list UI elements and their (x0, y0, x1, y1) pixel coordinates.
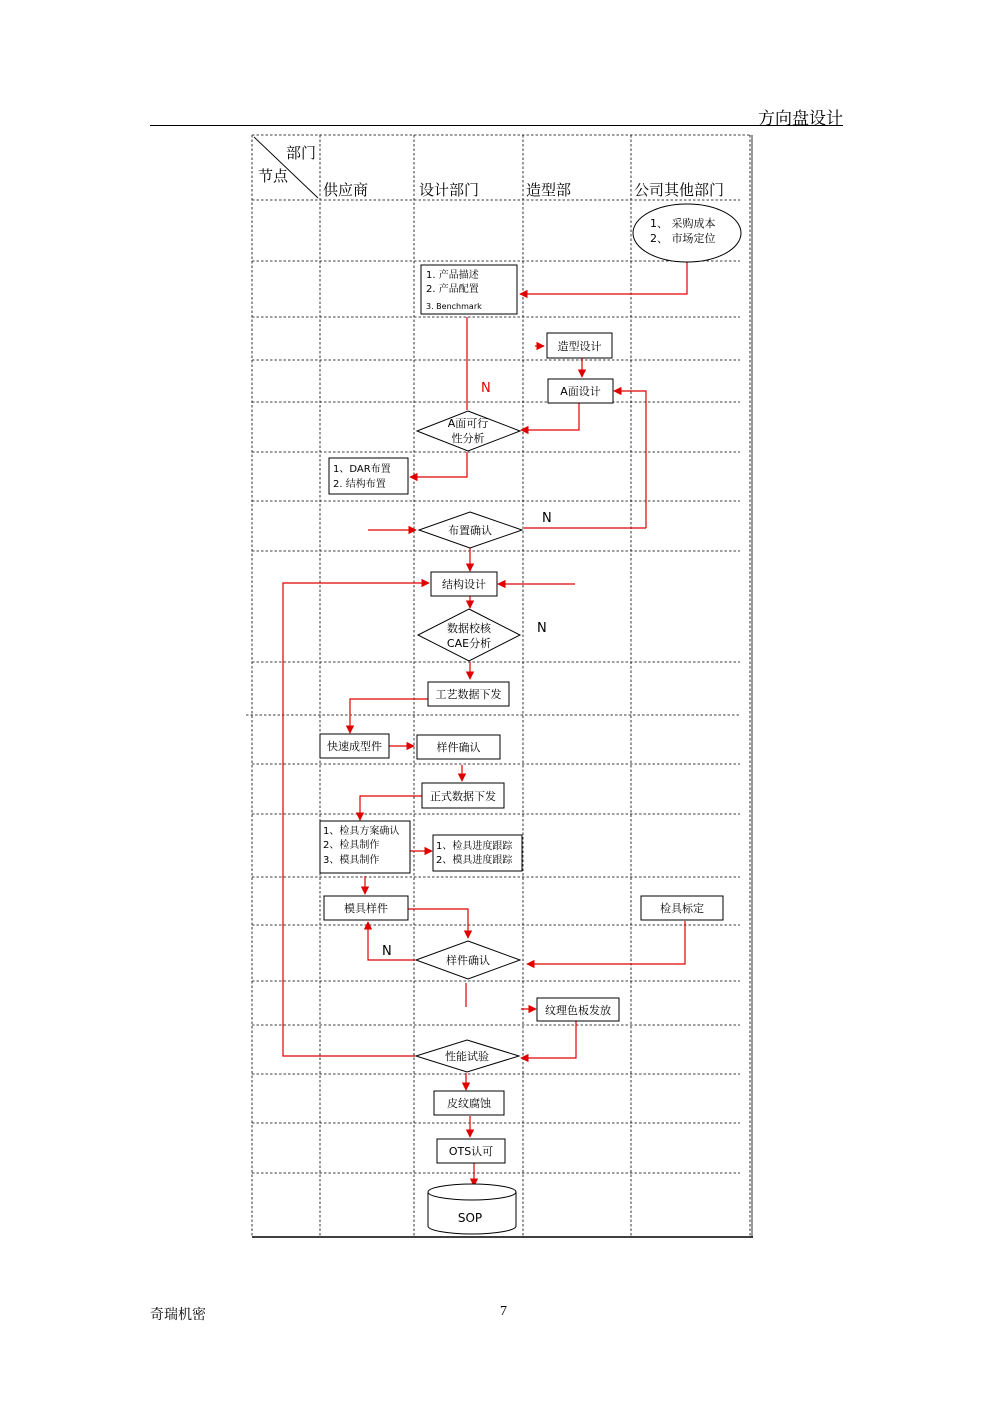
col-design: 设计部门 (419, 181, 480, 199)
corner-top: 部门 (286, 144, 317, 162)
node-ots-approval (437, 1139, 505, 1163)
svg-text:2、模具进度跟踪: 2、模具进度跟踪 (436, 855, 513, 866)
node-product-description (421, 265, 517, 314)
svg-text:皮纹腐蚀: 皮纹腐蚀 (447, 1097, 491, 1110)
svg-text:A面设计: A面设计 (560, 385, 601, 398)
label-n-3: N (537, 621, 547, 636)
header-title: 方向盘设计 (758, 109, 843, 129)
col-styling: 造型部 (526, 181, 572, 199)
node-rapid-prototype (320, 734, 389, 758)
node-fixture-plan (320, 821, 410, 873)
node-structure-design (431, 572, 497, 596)
svg-text:CAE分析: CAE分析 (446, 637, 492, 650)
node-layout-confirm (419, 512, 522, 548)
col-others: 公司其他部门 (634, 181, 725, 199)
svg-text:快速成型件: 快速成型件 (327, 740, 382, 753)
node-sop (428, 1184, 516, 1234)
svg-text:2. 产品配置: 2. 产品配置 (426, 284, 479, 295)
node-process-data-release (428, 682, 509, 706)
node-layout (329, 458, 408, 494)
node-grain-etching (434, 1091, 504, 1115)
footer-confidential: 奇瑞机密 (150, 1307, 206, 1323)
svg-text:性能试验: 性能试验 (445, 1050, 489, 1063)
svg-text:A面可行: A面可行 (447, 417, 489, 430)
node-texture-board (537, 998, 619, 1021)
node-fixture-calibration (641, 896, 723, 920)
node-progress-tracking (433, 835, 522, 871)
svg-text:数据校核: 数据校核 (447, 622, 491, 635)
node-feasibility-diamond (417, 411, 520, 451)
svg-text:样件确认: 样件确认 (436, 741, 481, 754)
corner-bottom: 节点 (258, 167, 289, 185)
svg-text:1、DAR布置: 1、DAR布置 (333, 464, 391, 475)
label-n-1: N (481, 381, 491, 396)
svg-text:1、检具进度跟踪: 1、检具进度跟踪 (436, 841, 513, 852)
svg-text:性分析: 性分析 (451, 432, 485, 445)
label-n-2: N (542, 511, 552, 526)
footer-page-number: 7 (500, 1304, 507, 1319)
svg-text:检具标定: 检具标定 (660, 902, 704, 915)
svg-text:OTS认可: OTS认可 (448, 1145, 494, 1158)
svg-text:正式数据下发: 正式数据下发 (430, 790, 496, 803)
svg-text:3、模具制作: 3、模具制作 (323, 855, 380, 866)
svg-text:纹理色板发放: 纹理色板发放 (545, 1004, 611, 1017)
svg-text:2. 结构布置: 2. 结构布置 (333, 479, 386, 490)
svg-text:2、 市场定位: 2、 市场定位 (650, 232, 716, 245)
svg-text:样件确认: 样件确认 (446, 954, 490, 967)
node-mold-sample (324, 896, 408, 920)
svg-text:SOP: SOP (457, 1211, 483, 1225)
svg-text:1. 产品描述: 1. 产品描述 (426, 270, 479, 281)
node-sample-confirm-2 (416, 941, 520, 979)
label-n-4: N (382, 944, 392, 959)
svg-text:造型设计: 造型设计 (557, 340, 602, 353)
svg-text:模具样件: 模具样件 (344, 902, 388, 915)
node-data-check (418, 609, 520, 661)
node-sample-confirm-1 (417, 735, 500, 759)
svg-text:布置确认: 布置确认 (448, 524, 492, 537)
col-supplier: 供应商 (323, 181, 369, 199)
svg-text:结构设计: 结构设计 (442, 578, 486, 591)
svg-text:工艺数据下发: 工艺数据下发 (435, 688, 502, 701)
node-styling-design (547, 333, 612, 358)
node-cost-market (633, 204, 741, 262)
svg-text:1、检具方案确认: 1、检具方案确认 (323, 826, 400, 837)
svg-text:3. Benchmark: 3. Benchmark (426, 302, 482, 311)
svg-text:2、检具制作: 2、检具制作 (323, 840, 380, 851)
node-a-surface-design (548, 379, 613, 403)
node-formal-data-release (422, 783, 504, 808)
svg-text:1、 采购成本: 1、 采购成本 (650, 217, 716, 230)
node-performance-test (416, 1040, 519, 1072)
